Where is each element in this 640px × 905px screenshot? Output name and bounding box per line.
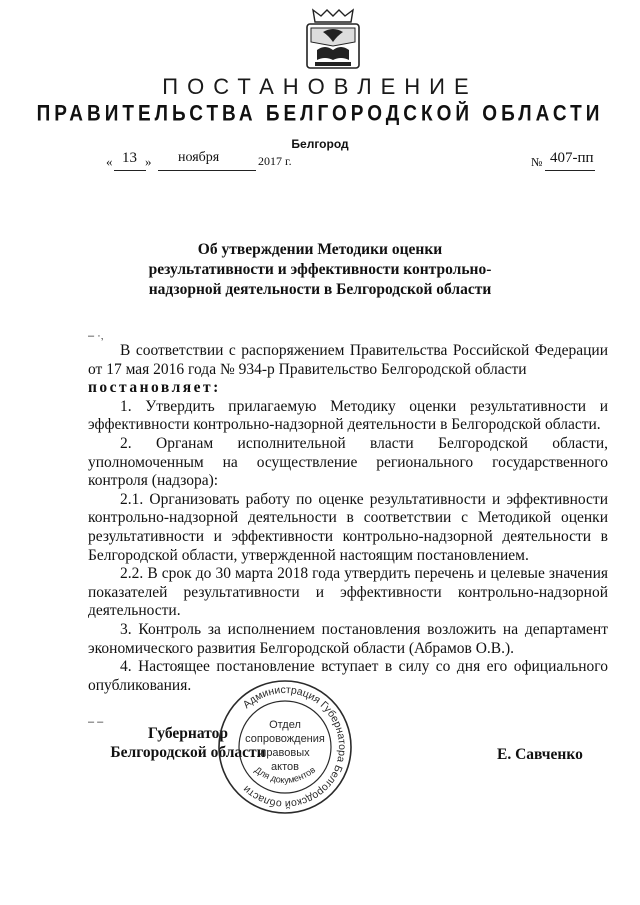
- resolution-keyword: постановляет:: [88, 379, 221, 397]
- number-underline: [545, 170, 595, 171]
- stamp-bottom-text: Для документов: [252, 764, 318, 786]
- date-day: 13: [122, 150, 137, 166]
- paragraph-1: 1. Утвердить прилагаемую Методику оценки результативности и эффективности контрольно-надзорной деятельности в Белгородской области.: [88, 397, 608, 434]
- document-number: 407-пп: [550, 150, 594, 166]
- paragraph-2: 2. Органам исполнительной власти Белгородской области, уполномоченным на осуществление регионального государственного контроля (надзора):: [88, 434, 608, 490]
- margin-mark: – ·‚: [88, 330, 104, 342]
- document-title: [120, 240, 520, 300]
- title-line: надзорной деятельности в Белгородской области: [148, 281, 492, 298]
- margin-mark: – –: [88, 716, 104, 728]
- title-line: Об утверждении Методики оценки: [197, 241, 443, 258]
- title-line: результативности и эффективности контрольно-: [148, 261, 492, 278]
- date-day-underline: [114, 170, 146, 171]
- paragraph-2-2: 2.2. В срок до 30 марта 2018 года утвердить перечень и целевые значения показателей результативности и эффективности контрольно-надзорной деятельности.: [88, 565, 608, 620]
- date-open-quote: «: [106, 154, 113, 169]
- official-stamp: [216, 678, 354, 816]
- coat-of-arms-emblem: [303, 6, 363, 72]
- city-name: Белгород: [291, 137, 349, 151]
- document-type: ПОСТАНОВЛЕНИЕ: [162, 74, 478, 99]
- number-label: №: [531, 155, 543, 169]
- stamp-line: правовых: [260, 747, 310, 759]
- stamp-ring-text: Администрация Губернатора Белгородской области: [240, 683, 349, 811]
- date-month: ноября: [178, 150, 220, 165]
- signatory-name: Е. Савченко: [497, 746, 583, 763]
- date-month-underline: [158, 170, 256, 171]
- document-issuer: ПРАВИТЕЛЬСТВА БЕЛГОРОДСКОЙ ОБЛАСТИ: [36, 102, 604, 127]
- preamble-paragraph: В соответствии с распоряжением Правительства Российской Федерации от 17 мая 2016 года № 934-р Правительство Белгородской области: [88, 342, 608, 378]
- date-close-quote: »: [145, 154, 152, 169]
- stamp-line: сопровождения: [245, 733, 325, 745]
- paragraph-2-1: 2.1. Организовать работу по оценке результативности и эффективности контрольно-надзорной деятельности в соответствии с Методикой оценки результативности и эффективности контрольно-надзорной деятельности в Белгородской области, утвержденной настоящим постановлением.: [88, 490, 608, 564]
- stamp-line: Отдел: [269, 719, 301, 731]
- paragraph-3: 3. Контроль за исполнением постановления возложить на департамент экономического развития Белгородской области (Абрамов О.В.).: [88, 620, 608, 657]
- date-year: 2017 г.: [258, 154, 292, 168]
- stamp-line: актов: [271, 761, 299, 773]
- signatory-title: Губернатор Белгородской области: [110, 725, 266, 761]
- paragraph-4: 4. Настоящее постановление вступает в силу со дня его официального опубликования.: [88, 658, 608, 694]
- document-body: [88, 342, 608, 695]
